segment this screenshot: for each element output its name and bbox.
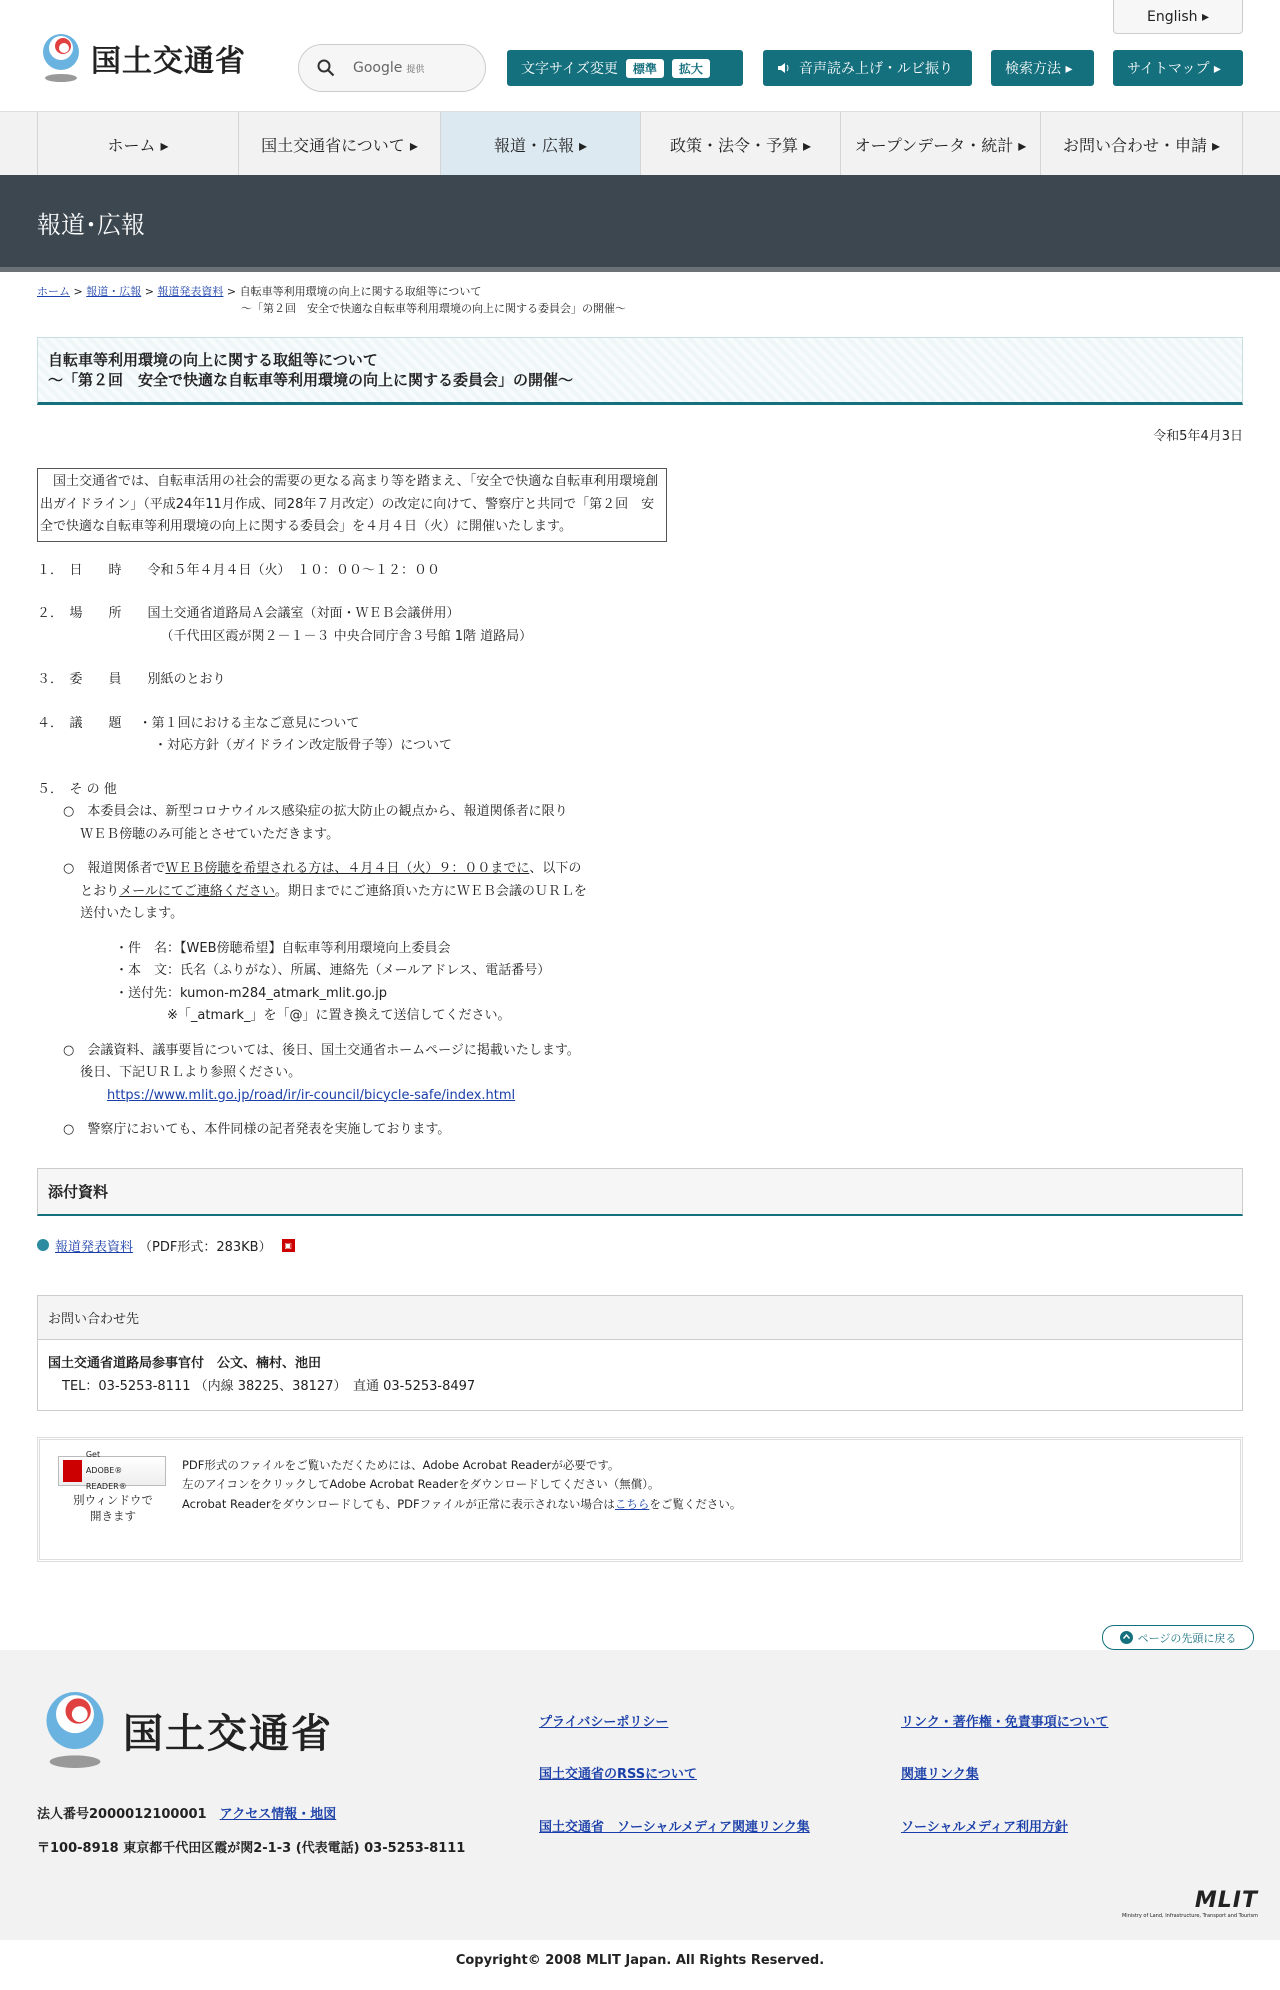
acrobat-line1: PDF形式のファイルをご覧いただくためには、Adobe Acrobat Readerが必要です。 [182, 1457, 620, 1472]
other-note2-line3: 送付いたします。 [37, 906, 184, 921]
note2-text: 、以下の [529, 861, 582, 876]
main-content [37, 283, 1243, 1562]
attachment-item [37, 1236, 1243, 1255]
other-note3-line1: ○ 会議資料、議事要旨については、後日、国土交通省ホームページに掲載いたします。 [37, 1042, 580, 1058]
item-agenda [37, 713, 1243, 758]
note2-text: 。期日までにご連絡頂いた方にＷＥＢ会議のＵＲＬを [274, 883, 587, 899]
page-title [37, 337, 1243, 405]
logo-emblem-icon [37, 1688, 113, 1772]
mail-subject: ・件 名：【WEB傍聴希望】自転車等利用環境向上委員会 [37, 940, 451, 956]
voice-reader-label: 音声読み上げ・ルビ振り [799, 61, 953, 77]
nav-item-opendata[interactable]: オープンデータ・統計 ▸ [840, 112, 1040, 176]
acrobat-line3 [182, 1495, 741, 1515]
font-size-large-button[interactable]: 拡大 [672, 59, 710, 78]
site-logo[interactable] [37, 32, 246, 84]
search-provider-sub: 提供 [406, 65, 425, 75]
font-size-standard-button[interactable]: 標準 [626, 59, 664, 78]
back-to-top-button[interactable] [1102, 1625, 1254, 1650]
item-other [37, 779, 1243, 1142]
section-title-band: 報道･広報 [0, 175, 1280, 272]
search-box[interactable] [298, 44, 486, 92]
footer-logo[interactable] [37, 1688, 333, 1772]
note2-text: とおり [37, 883, 120, 899]
footer-address: 〒100-8918 東京都千代田区霞が関2-1-3 (代表電話) 03-5253-8111 [37, 1841, 466, 1856]
breadcrumb-sep: > [70, 285, 87, 298]
other-note4: ○ 警察庁においても、本件同様の記者発表を実施しております。 [37, 1122, 451, 1137]
nav-item-policy[interactable]: 政策・法令・予算 ▸ [640, 112, 840, 176]
search-icon [317, 59, 335, 77]
english-link[interactable]: English ▸ [1113, 0, 1243, 34]
acrobat-text [182, 1456, 741, 1543]
contact-heading: お問い合わせ先 [38, 1296, 1242, 1340]
speaker-icon [777, 61, 791, 75]
item-datetime: １． 日 時 令和５年４月４日（火） １０：００～１２：００ [37, 562, 441, 578]
acrobat-help-link[interactable]: こちら [614, 1496, 650, 1511]
other-note3-url-wrap [37, 1085, 1243, 1108]
page-title-line1: 自転車等利用環境の向上に関する取組等について [48, 351, 378, 369]
acrobat-caption1: 別ウィンドウで [73, 1492, 153, 1507]
adobe-badge-top: Get [85, 1449, 101, 1459]
attachment-link[interactable]: 報道発表資料 [55, 1239, 134, 1255]
attachments-heading: 添付資料 [37, 1168, 1243, 1216]
breadcrumb-current-sub: ～「第２回 安全で快適な自転車等利用環境の向上に関する委員会」の開催～ [241, 302, 626, 315]
corp-number: 法人番号2000012100001 [37, 1807, 207, 1822]
footer-link-social[interactable]: 国土交通省 ソーシャルメディア関連リンク集 [539, 1820, 810, 1835]
sitemap-button[interactable]: サイトマップ ▸ [1113, 50, 1243, 86]
other-note2-line1 [37, 858, 1243, 881]
nav-item-contact[interactable]: お問い合わせ・申請 ▸ [1040, 112, 1243, 176]
other-note2-line2 [37, 881, 1243, 904]
nav-item-about[interactable]: 国土交通省について ▸ [238, 112, 440, 176]
copyright: Copyright© 2008 MLIT Japan. All Rights Reserved. [455, 1953, 825, 1968]
acrobat-line3-text: Acrobat Readerをダウンロードしても、PDFファイルが正常に表示されない場合は [182, 1496, 615, 1511]
logo-emblem-icon [37, 32, 85, 84]
contact-tel: TEL：03-5253-8111 （内線 38225、38127） 直通 03-5253-8497 [62, 1378, 476, 1394]
acrobat-line3-text: をご覧ください。 [649, 1496, 742, 1511]
note2-underline: メールにてご連絡ください [119, 883, 275, 899]
mlit-logo-text: MLIT [1194, 1888, 1258, 1913]
acrobat-notice [37, 1437, 1243, 1562]
item-place-line1: ２． 場 所 国土交通省道路局Ａ会議室（対面・ＷＥＢ会議併用） [37, 606, 460, 621]
logo-text: 国土交通省 [91, 44, 246, 79]
arrow-up-icon [1120, 1631, 1133, 1644]
access-map-link[interactable]: アクセス情報・地図 [219, 1807, 337, 1822]
page-title-line2: ～「第２回 安全で快適な自転車等利用環境の向上に関する委員会」の開催～ [48, 371, 574, 389]
attachment-info: （PDF形式：283KB） [139, 1239, 272, 1255]
mail-body: ・本 文：氏名（ふりがな）、所属、連絡先（メールアドレス、電話番号） [37, 963, 551, 978]
mlit-sub: Ministry of Land, Infrastructure, Transport and Tourism [1121, 1913, 1258, 1919]
mlit-mark [1122, 1888, 1258, 1919]
acrobat-line2: 左のアイコンをクリックしてAdobe Acrobat Readerをダウンロードしてください（無償）。 [182, 1477, 660, 1491]
adobe-icon [63, 1460, 82, 1482]
breadcrumb-release[interactable]: 報道発表資料 [157, 285, 224, 298]
note2-underline: ＷＥＢ傍聴を希望される方は、４月４日（火）９：００までに [165, 861, 530, 876]
footer-info [37, 1798, 465, 1866]
mail-note: ※「_atmark_」を「@」に置き換えて送信してください。 [37, 1008, 511, 1023]
adobe-badge-text [86, 1447, 161, 1495]
council-url-link[interactable]: https://www.mlit.go.jp/road/ir/ir-council/bicycle-safe/index.html [107, 1087, 516, 1103]
breadcrumb-home[interactable]: ホーム [37, 285, 70, 298]
acrobat-caption2: 開きます [90, 1508, 136, 1523]
breadcrumb-sep: > [223, 285, 240, 298]
font-size-control [507, 50, 743, 86]
contact-body [38, 1340, 1242, 1410]
voice-reader-button[interactable] [763, 50, 972, 86]
publish-date: 令和5年4月3日 [1153, 429, 1243, 444]
item-other-heading: ５． そ の 他 [37, 781, 117, 797]
mail-to: ・送付先：kumon-m284_atmark_mlit.go.jp [37, 985, 388, 1001]
item-place-line2: （千代田区霞が関２－１－３ 中央合同庁舎３号館 1階 道路局） [37, 628, 533, 644]
footer-link-copyright[interactable]: リンク・著作権・免責事項について [901, 1715, 1109, 1730]
acrobat-badge-wrap [58, 1449, 168, 1543]
details-list [37, 560, 1243, 1142]
breadcrumb-current: 自転車等利用環境の向上に関する取組等について [239, 285, 482, 298]
other-note1-line1: ○ 本委員会は、新型コロナウイルス感染症の拡大防止の観点から、報道関係者に限り [37, 804, 568, 819]
site-header [0, 0, 1280, 111]
get-adobe-reader-button[interactable] [58, 1449, 166, 1491]
font-size-label: 文字サイズ変更 [521, 61, 618, 77]
item-place [37, 603, 1243, 648]
contact-name: 国土交通省道路局参事官付 公文、楠村、池田 [48, 1355, 322, 1371]
footer-logo-text: 国土交通省 [123, 1710, 333, 1757]
adobe-badge-bottom: ADOBE® READER® [85, 1465, 127, 1491]
breadcrumb [37, 283, 1243, 317]
breadcrumb-press[interactable]: 報道・広報 [86, 285, 142, 298]
global-nav [0, 111, 1280, 175]
search-method-button[interactable]: 検索方法 ▸ [991, 50, 1094, 86]
item-agenda-line2: ・対応方針（ガイドライン改定版骨子等）について [37, 738, 452, 753]
footer-link-privacy[interactable]: プライバシーポリシー [539, 1715, 669, 1730]
search-provider [353, 60, 424, 76]
site-footer [0, 1650, 1280, 1940]
bullet-dot-icon [37, 1239, 49, 1251]
other-note3-line2: 後日、下記ＵＲＬより参照ください。 [37, 1065, 302, 1080]
footer-link-socialpolicy[interactable]: ソーシャルメディア利用方針 [901, 1820, 1069, 1835]
nav-item-home[interactable]: ホーム ▸ [37, 112, 238, 176]
nav-item-press[interactable]: 報道・広報 ▸ [440, 112, 640, 176]
item-members: ３． 委 員 別紙のとおり [37, 672, 226, 687]
contact-box [37, 1295, 1243, 1411]
lead-box: 国土交通省では、自転車活用の社会的需要の更なる高まり等を踏まえ、「安全で快適な自転車利用環境創出ガイドライン」（平成24年11月作成、同28年７月改定）の改定に向けて、警察庁と共同で「第２回 安全で快適な自転車等利用環境の向上に関する委員会」を４月４日（火）に開催いたします。 [37, 468, 667, 542]
search-provider-label: Google [353, 60, 403, 76]
footer-link-related[interactable]: 関連リンク集 [901, 1767, 979, 1782]
breadcrumb-sep: > [141, 285, 158, 298]
back-to-top-label: ページの先頭に戻る [1137, 1631, 1237, 1645]
note2-text: ○ 報道関係者で [37, 861, 166, 876]
other-note1-line2: ＷＥＢ傍聴のみ可能とさせていただきます。 [37, 826, 340, 842]
footer-corp-line [37, 1798, 465, 1832]
item-agenda-line1: ４． 議 題 ・第１回における主なご意見について [37, 715, 360, 731]
footer-link-rss[interactable]: 国土交通省のRSSについて [539, 1767, 697, 1782]
pdf-icon: ▣ [282, 1239, 295, 1252]
